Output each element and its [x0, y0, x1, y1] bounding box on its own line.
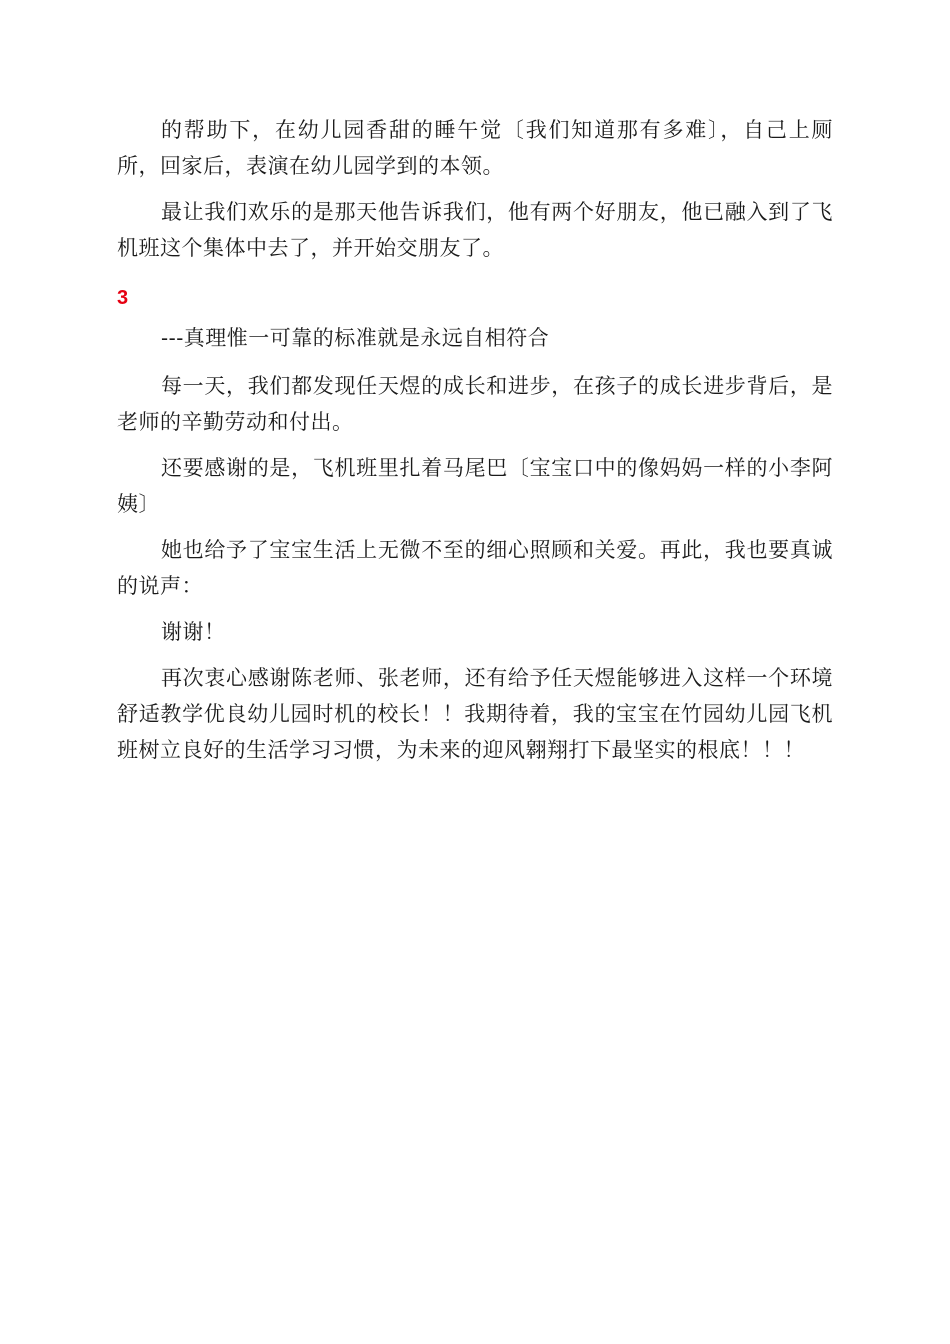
document-body: [117, 112, 833, 768]
paragraph: 谢谢！: [161, 620, 226, 644]
paragraph: 的帮助下，在幼儿园香甜的睡午觉〔我们知道那有多难〕，自己上厕所，回家后，表演在幼儿园学到的本领。: [117, 118, 833, 178]
paragraph: 还要感谢的是，飞机班里扎着马尾巴〔宝宝口中的像妈妈一样的小李阿姨〕: [117, 456, 833, 516]
quote-line: ---真理惟一可靠的标准就是永远自相符合: [161, 326, 550, 350]
paragraph: 每一天，我们都发现任天煜的成长和进步，在孩子的成长进步背后，是老师的辛勤劳动和付出。: [117, 374, 833, 434]
paragraph: 最让我们欢乐的是那天他告诉我们，他有两个好朋友，他已融入到了飞机班这个集体中去了，并开始交朋友了。: [117, 200, 833, 260]
paragraph: 她也给予了宝宝生活上无微不至的细心照顾和关爱。再此，我也要真诚的说声：: [117, 538, 833, 598]
section-number: 3: [117, 287, 129, 309]
paragraph: 再次衷心感谢陈老师、张老师，还有给予任天煜能够进入这样一个环境舒适教学优良幼儿园时机的校长！！我期待着，我的宝宝在竹园幼儿园飞机班树立良好的生活学习习惯，为未来的迎风翱翔打下最坚实的根底！！！: [117, 666, 833, 762]
